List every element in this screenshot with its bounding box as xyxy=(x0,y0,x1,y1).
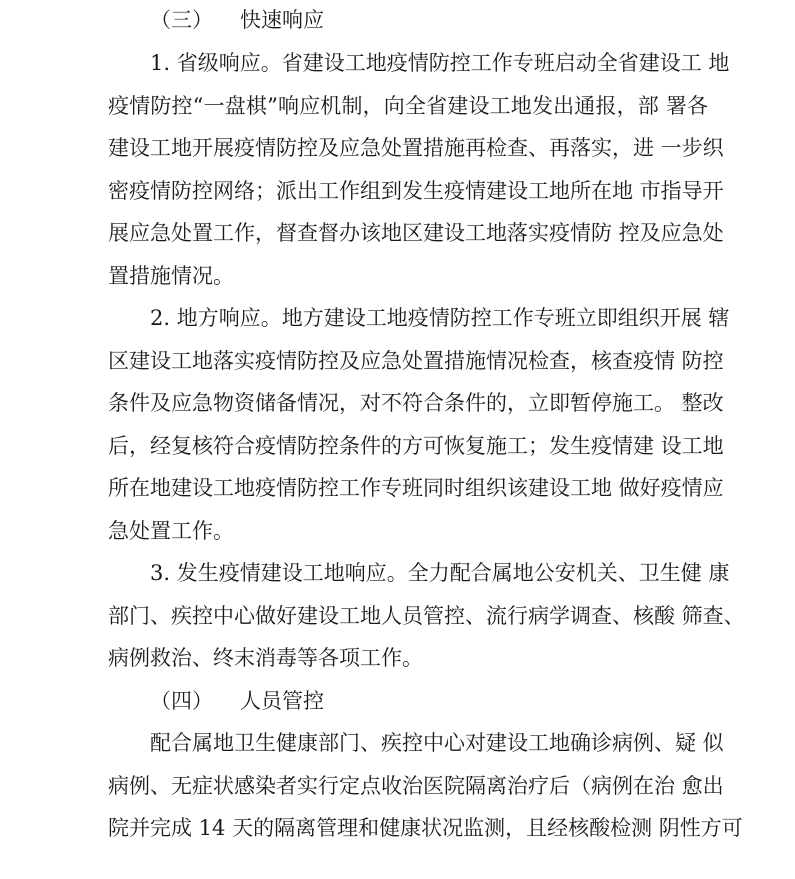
paragraph-line: 后，经复核符合疫情防控条件的方可恢复施工；发生疫情建 设工地 xyxy=(108,434,724,458)
section-title: 快速响应 xyxy=(240,8,324,32)
paragraph-line: 条件及应急物资储备情况，对不符合条件的，立即暂停施工。 整改 xyxy=(108,391,724,415)
paragraph-line: 疫情防控“一盘棋”响应机制，向全省建设工地发出通报，部 署各 xyxy=(108,94,708,118)
paragraph-line: 2. 地方响应。地方建设工地疫情防控工作专班立即组织开展 辖 xyxy=(150,306,730,330)
paragraph-line: 密疫情防控网络；派出工作组到发生疫情建设工地所在地 市指导开 xyxy=(108,179,724,203)
section-title: 人员管控 xyxy=(240,689,324,713)
paragraph-line: 急处置工作。 xyxy=(108,519,234,543)
section-number: （三） xyxy=(150,8,213,32)
paragraph-line: 所在地建设工地疫情防控工作专班同时组织该建设工地 做好疫情应 xyxy=(108,476,724,500)
paragraph-line: 区建设工地落实疫情防控及应急处置措施情况检查，核查疫情 防控 xyxy=(108,349,724,373)
paragraph-line: 1. 省级响应。省建设工地疫情防控工作专班启动全省建设工 地 xyxy=(150,51,730,75)
paragraph-line: 部门、疾控中心做好建设工地人员管控、流行病学调查、核酸 筛查、 xyxy=(108,604,745,628)
paragraph-line: 院并完成 14 天的隔离管理和健康状况监测，且经核酸检测 阴性方可 xyxy=(108,816,743,840)
paragraph-line: 建设工地开展疫情防控及应急处置措施再检查、再落实，进 一步织 xyxy=(108,136,724,160)
section-number: （四） xyxy=(150,689,213,713)
paragraph-line: 病例、无症状感染者实行定点收治医院隔离治疗后（病例在治 愈出 xyxy=(108,774,724,798)
paragraph-line: 3. 发生疫情建设工地响应。全力配合属地公安机关、卫生健 康 xyxy=(150,561,730,585)
paragraph-line: 病例救治、终末消毒等各项工作。 xyxy=(108,646,423,670)
paragraph-line: 配合属地卫生健康部门、疾控中心对建设工地确诊病例、疑 似 xyxy=(150,731,724,755)
section-heading-3 xyxy=(150,6,750,34)
section-heading-4 xyxy=(150,687,750,715)
paragraph-line: 置措施情况。 xyxy=(108,264,234,288)
paragraph-line: 展应急处置工作，督查督办该地区建设工地落实疫情防 控及应急处 xyxy=(108,221,724,245)
